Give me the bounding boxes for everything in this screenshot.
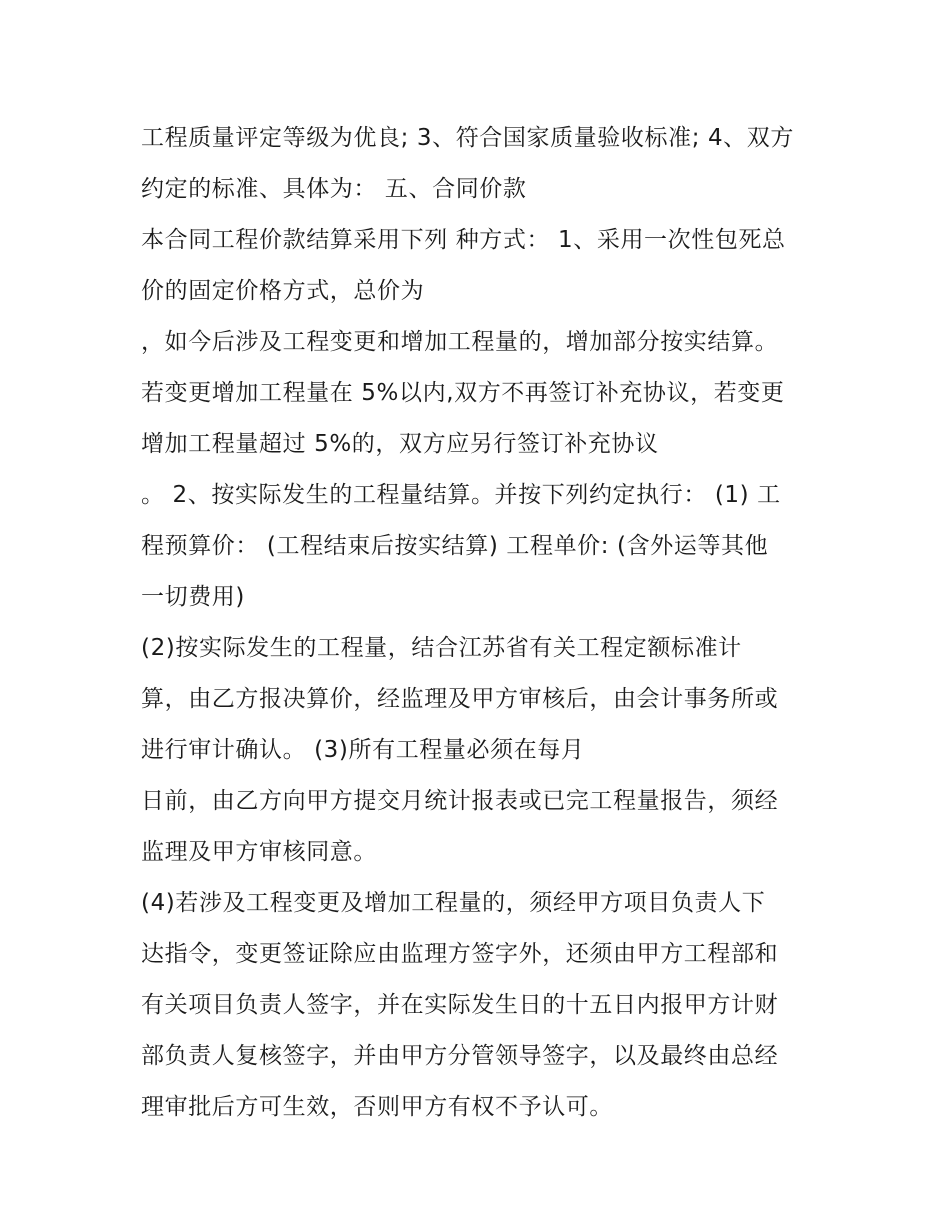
text-line: 日前，由乙方向甲方提交月统计报表或已完工程量报告，须经 — [141, 788, 779, 814]
text-line: 。 2、按实际发生的工程量结算。并按下列约定执行： (1) 工 — [141, 482, 781, 508]
contract-text-body — [141, 113, 831, 1133]
text-line: 有关项目负责人签字，并在实际发生日的十五日内报甲方计财 — [141, 992, 779, 1018]
text-line: 若变更增加工程量在 5%以内,双方不再签订补充协议，若变更 — [141, 380, 785, 406]
text-line: 工程质量评定等级为优良; 3、符合国家质量验收标准; 4、双方 — [141, 125, 794, 151]
text-line: 本合同工程价款结算采用下列 种方式： 1、采用一次性包死总 — [141, 227, 786, 253]
text-line: 监理及甲方审核同意。 — [141, 839, 377, 865]
text-line: 达指令，变更签证除应由监理方签字外，还须由甲方工程部和 — [141, 941, 779, 967]
text-line: 部负责人复核签字，并由甲方分管领导签字，以及最终由总经 — [141, 1043, 779, 1069]
text-line: 一切费用) — [141, 584, 245, 610]
text-line: 约定的标准、具体为： 五、合同价款 — [141, 176, 527, 202]
text-line: 程预算价： (工程结束后按实结算) 工程单价: (含外运等其他 — [141, 533, 769, 559]
text-line: (2)按实际发生的工程量，结合江苏省有关工程定额标准计 — [141, 635, 742, 661]
text-line: 算，由乙方报决算价，经监理及甲方审核后，由会计事务所或 — [141, 686, 779, 712]
text-line: ，如今后涉及工程变更和增加工程量的，增加部分按实结算。 — [141, 329, 779, 355]
text-line: 进行审计确认。 (3)所有工程量必须在每月 — [141, 737, 585, 763]
text-line: 价的固定价格方式，总价为 — [141, 278, 425, 304]
text-line: (4)若涉及工程变更及增加工程量的，须经甲方项目负责人下 — [141, 890, 766, 916]
text-line: 理审批后方可生效，否则甲方有权不予认可。 — [141, 1094, 613, 1120]
text-line: 增加工程量超过 5%的，双方应另行签订补充协议 — [141, 431, 659, 457]
